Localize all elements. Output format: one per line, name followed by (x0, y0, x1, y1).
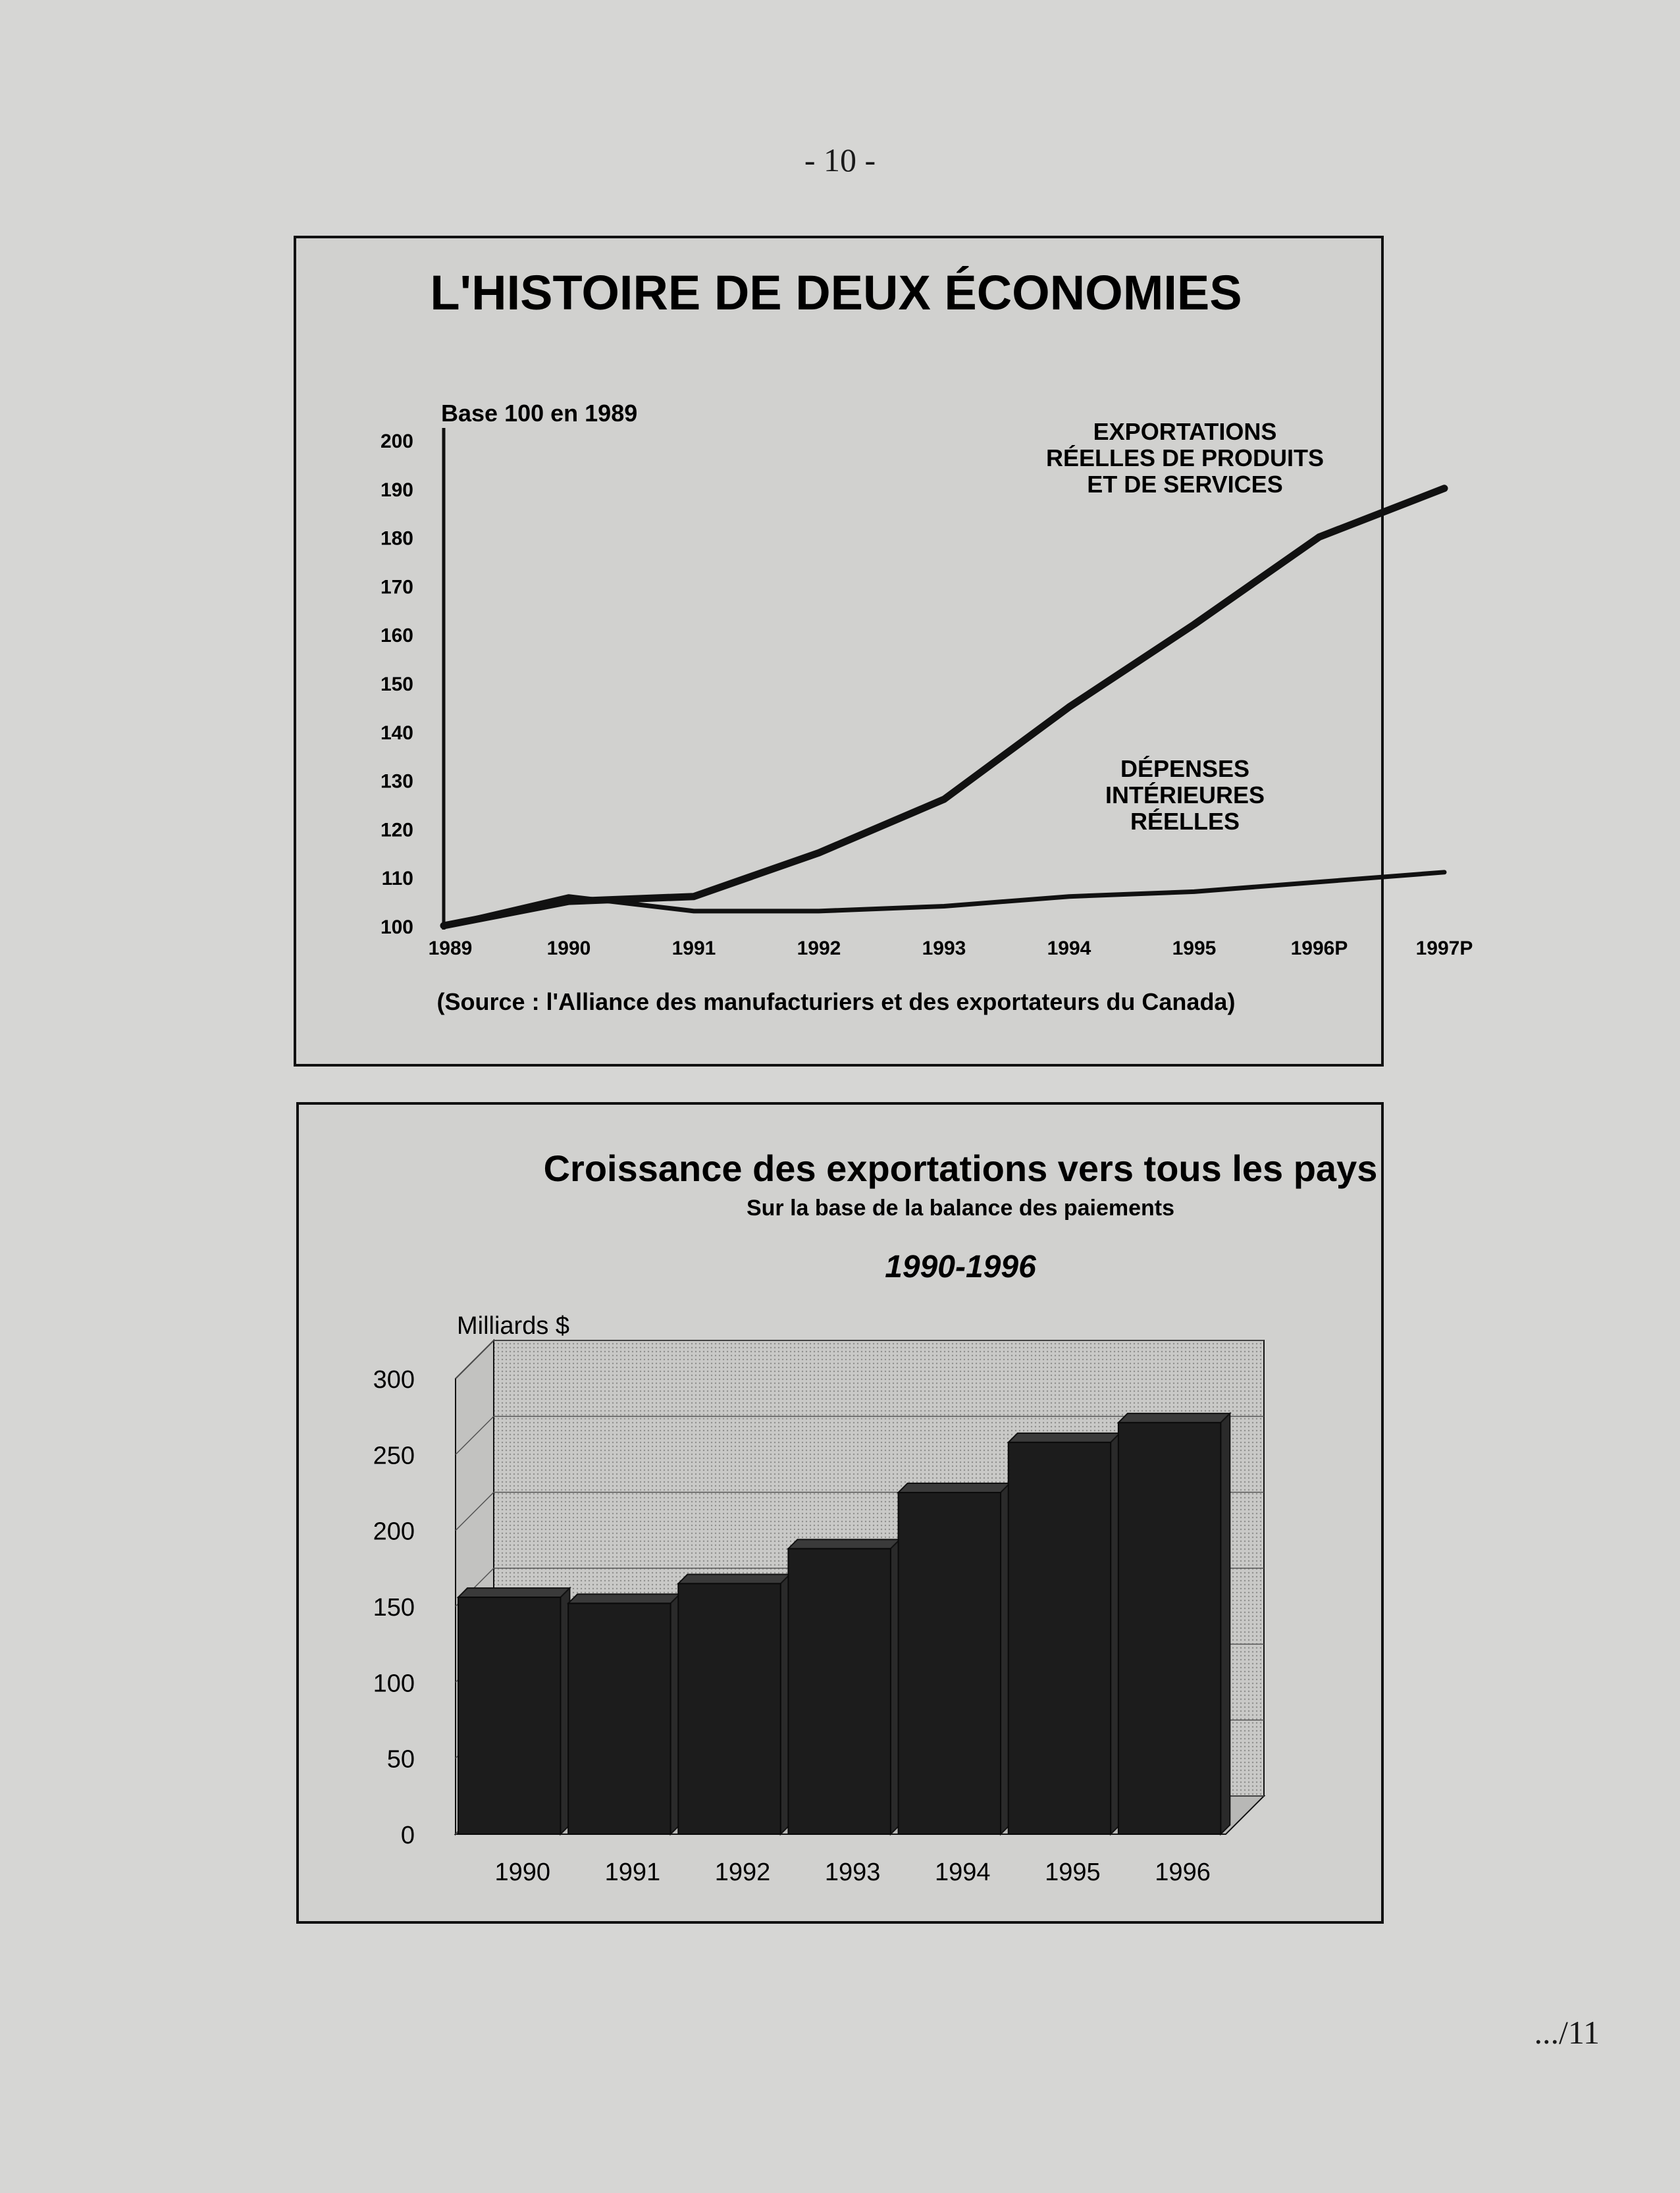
bar-chart-y-ticks (373, 1366, 415, 1849)
next-page-marker: .../11 (1534, 2014, 1600, 2051)
bar-chart-x-tick-label: 1995 (1045, 1859, 1101, 1886)
bar-chart-bar-top (678, 1574, 789, 1583)
line-chart-panel (294, 236, 1473, 1067)
bar-chart-bar (568, 1603, 670, 1834)
line-chart-series-name-line: RÉELLES (1130, 808, 1240, 835)
line-chart-y-tick-label: 110 (381, 868, 413, 890)
bar-chart-x-tick-label: 1994 (935, 1859, 991, 1886)
bar-chart (299, 1105, 1381, 1921)
line-chart-x-tick-label: 1996P (1290, 938, 1348, 959)
bar-chart-y-tick-label: 150 (373, 1594, 415, 1622)
bar-chart-bar-top (458, 1588, 569, 1597)
bar-chart-bar (788, 1548, 890, 1834)
bar-chart-y-tick-label: 0 (400, 1822, 415, 1849)
bar-chart-y-tick-label: 300 (373, 1366, 415, 1394)
bar-chart-bar-top (568, 1594, 679, 1603)
bar-chart-subtitle: Sur la base de la balance des paiements (746, 1196, 1175, 1221)
page-number: - 10 - (804, 142, 876, 178)
line-chart-x-tick-label: 1994 (1047, 938, 1091, 959)
line-chart-y-tick-label: 120 (380, 819, 413, 841)
line-chart-y-tick-label: 130 (380, 770, 413, 793)
line-chart-x-tick-label: 1989 (428, 938, 473, 959)
line-chart-series-name-line: RÉELLES DE PRODUITS (1045, 444, 1325, 471)
bar-chart-bar-top (1118, 1414, 1230, 1423)
line-chart-x-tick-label: 1993 (922, 938, 966, 959)
bar-chart-bar (1118, 1423, 1221, 1834)
line-chart-series-name (1046, 418, 1324, 498)
line-chart-source: (Source : l'Alliance des manufacturiers et des exportateurs du Canada) (436, 988, 1236, 1015)
line-chart-subtitle: Base 100 en 1989 (441, 400, 638, 427)
bar-chart-bar (678, 1583, 780, 1834)
bar-chart-y-tick-label: 200 (373, 1518, 415, 1546)
bar-chart-bar-top (899, 1483, 1010, 1493)
line-chart-title: L'HISTOIRE DE DEUX ÉCONOMIES (430, 265, 1242, 320)
line-chart (296, 238, 1473, 1064)
line-chart-x-tick-label: 1991 (671, 938, 716, 959)
bar-chart-bar (458, 1597, 560, 1834)
bar-chart-x-tick-label: 1991 (604, 1859, 661, 1886)
line-chart-series (444, 489, 1444, 926)
bar-chart-x-ticks (494, 1859, 1210, 1886)
line-chart-series-name-line: ET DE SERVICES (1087, 471, 1283, 498)
line-chart-y-tick-label: 160 (380, 625, 413, 647)
line-chart-x-tick-label: 1990 (546, 938, 591, 959)
line-chart-series-name-line: EXPORTATIONS (1093, 418, 1277, 445)
line-chart-y-ticks (381, 431, 413, 938)
bar-chart-panel (296, 1102, 1384, 1924)
bar-chart-y-label: Milliards $ (457, 1312, 570, 1340)
bar-chart-x-tick-label: 1990 (494, 1859, 550, 1886)
line-chart-series-line (444, 872, 1444, 926)
line-chart-series-line (444, 489, 1444, 926)
bar-chart-y-tick-label: 100 (373, 1670, 415, 1698)
line-chart-x-tick-label: 1995 (1172, 938, 1217, 959)
bar-chart-bar-top (788, 1539, 899, 1548)
bar-chart-bar-side (1221, 1414, 1230, 1834)
bar-chart-bar (899, 1493, 1001, 1834)
line-chart-series-name-line: DÉPENSES (1120, 755, 1250, 782)
line-chart-y-tick-label: 140 (380, 722, 413, 744)
line-chart-x-ticks (429, 938, 1473, 959)
bar-chart-bar (1009, 1442, 1111, 1834)
line-chart-y-tick-label: 150 (380, 674, 413, 695)
bar-chart-x-tick-label: 1996 (1155, 1859, 1211, 1886)
line-chart-series-name-line: INTÉRIEURES (1105, 781, 1265, 808)
line-chart-x-tick-label: 1997P (1415, 938, 1473, 959)
line-chart-y-tick-label: 180 (380, 527, 413, 550)
bar-chart-title: Croissance des exportations vers tous les pays (543, 1148, 1378, 1189)
bar-chart-x-tick-label: 1992 (714, 1859, 771, 1886)
line-chart-x-tick-label: 1992 (797, 938, 841, 959)
bar-chart-y-tick-label: 250 (373, 1442, 415, 1470)
bar-chart-y-tick-label: 50 (386, 1745, 415, 1774)
bar-chart-period: 1990-1996 (885, 1250, 1036, 1284)
line-chart-y-tick-label: 190 (380, 479, 413, 501)
bar-chart-x-tick-label: 1993 (824, 1859, 881, 1886)
line-chart-y-tick-label: 200 (380, 431, 413, 452)
line-chart-series-name (1105, 755, 1265, 835)
line-chart-y-tick-label: 100 (380, 916, 413, 938)
line-chart-y-tick-label: 170 (380, 576, 413, 598)
bar-chart-bar-top (1009, 1433, 1120, 1442)
